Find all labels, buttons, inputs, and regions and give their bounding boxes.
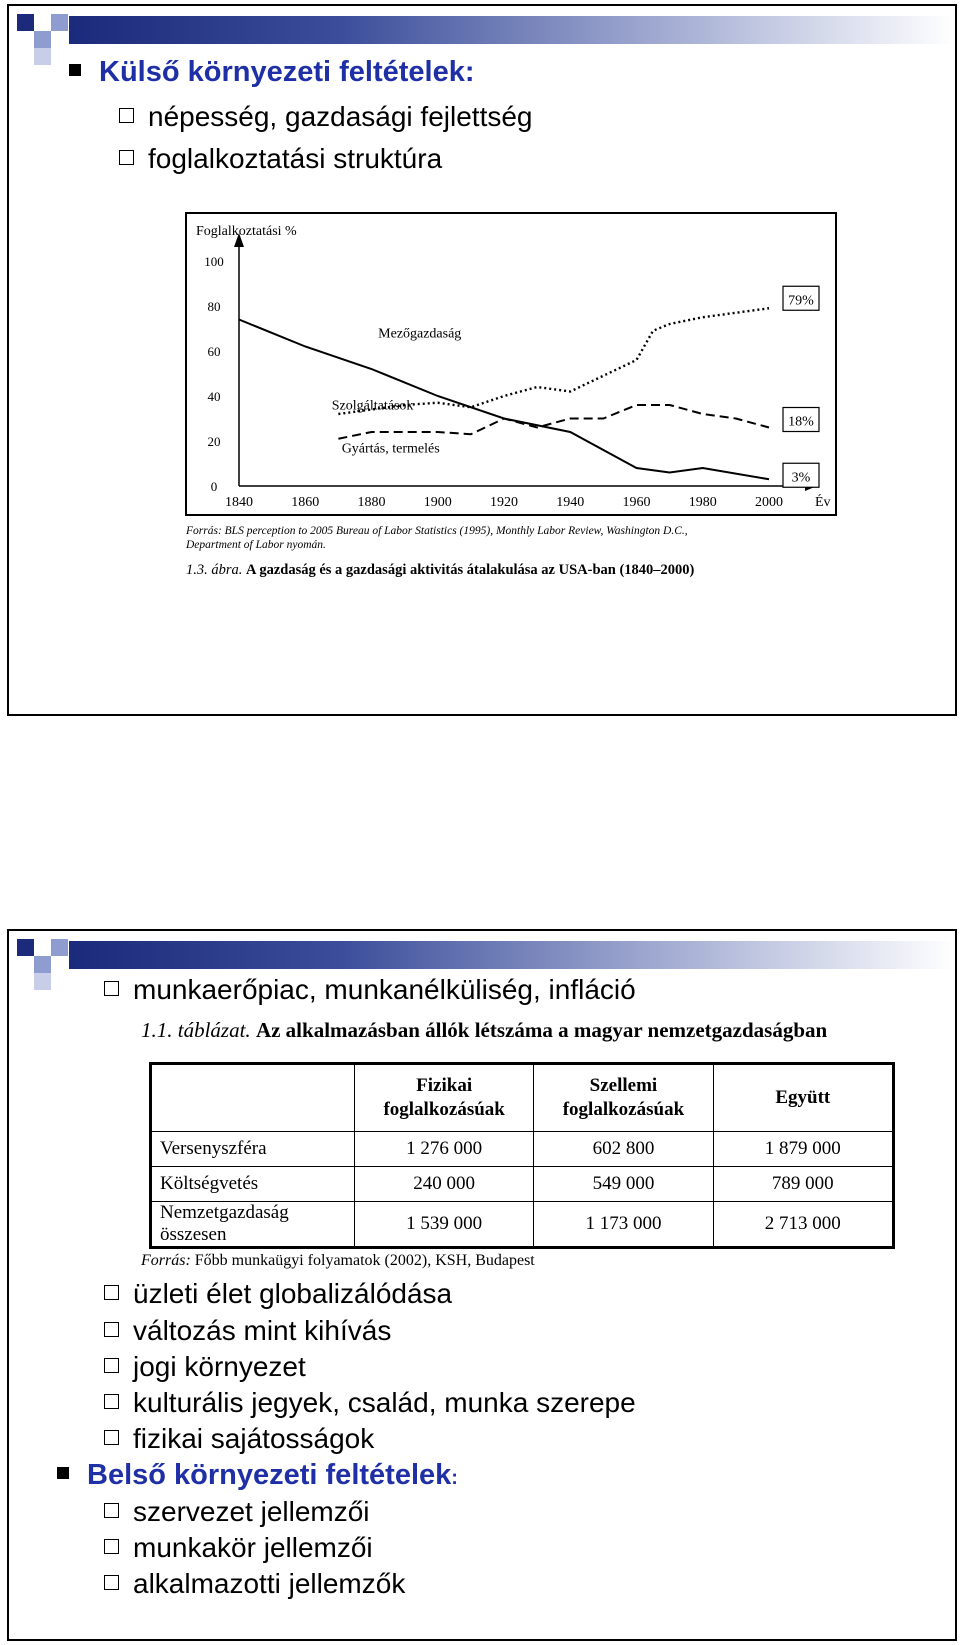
sub-bullet-text: változás mint kihívás: [133, 1315, 392, 1346]
table-source: [141, 1252, 535, 1270]
caption-text: A gazdaság és a gazdasági aktivitás átalakulása az USA-ban (1840–2000): [246, 562, 695, 578]
end-value-label: 18%: [788, 414, 814, 430]
table-caption-prefix: 1.1. táblázat.: [141, 1018, 251, 1042]
table-cell: 2 713 000: [713, 1202, 893, 1248]
sub-bullet-text: alkalmazotti jellemzők: [133, 1568, 406, 1599]
sub-bullet-text: népesség, gazdasági fejlettség: [148, 101, 533, 132]
table-cell: 1 879 000: [713, 1132, 893, 1167]
figure-caption: [186, 562, 695, 578]
sub-bullet: [104, 1496, 370, 1528]
y-tick-label: 0: [210, 479, 218, 494]
series-label: Szolgáltatások: [331, 398, 414, 414]
y-tick-label: 40: [207, 389, 221, 404]
hollow-square-icon: [104, 1322, 119, 1337]
sub-bullet: [119, 101, 533, 133]
x-tick-label: 1920: [490, 495, 518, 510]
x-axis-label: Év: [815, 495, 831, 510]
hollow-square-icon: [104, 1394, 119, 1409]
employment-chart: [9, 206, 955, 606]
sub-bullet: [104, 1278, 452, 1310]
deco-square: [34, 31, 51, 48]
deco-square: [34, 956, 51, 973]
row-label: Költségvetés: [151, 1167, 355, 1202]
deco-square: [51, 14, 68, 31]
end-value-label: 79%: [788, 293, 814, 309]
heading-text: Külső környezeti feltételek:: [99, 56, 475, 88]
sub-bullet-text: fizikai sajátosságok: [133, 1423, 375, 1454]
sub-bullet: [104, 1387, 636, 1419]
heading-bullet: [69, 56, 475, 89]
table-header-cell: [534, 1064, 713, 1132]
hollow-square-icon: [104, 1539, 119, 1554]
x-tick-label: 1960: [622, 495, 651, 510]
chart-frame: [186, 213, 836, 515]
sub-bullet-text: kulturális jegyek, család, munka szerepe: [133, 1387, 636, 1418]
title-bar: [69, 16, 955, 44]
x-tick-label: 1880: [357, 495, 386, 510]
table-caption: [141, 1018, 827, 1043]
table-header-row: [151, 1064, 894, 1132]
table-source-prefix: Forrás:: [141, 1252, 191, 1269]
x-tick-label: 1860: [291, 495, 320, 510]
hollow-square-icon: [104, 1575, 119, 1590]
sub-bullet-text: munkaerőpiac, munkanélküliség, infláció: [133, 974, 636, 1005]
sub-bullet: [104, 1568, 405, 1600]
x-tick-label: 1980: [688, 495, 717, 510]
table-cell: 1 276 000: [355, 1132, 534, 1167]
title-bar: [69, 941, 955, 969]
sub-bullet-text: szervezet jellemzői: [133, 1496, 370, 1527]
hollow-square-icon: [104, 1430, 119, 1445]
end-value-label: 3%: [791, 470, 811, 486]
slide-2: [7, 929, 957, 1641]
y-tick-label: 100: [204, 254, 224, 269]
sub-bullet: [119, 143, 442, 175]
deco-square: [34, 48, 51, 65]
heading-text: Belső környezeti feltételek: [87, 1459, 452, 1491]
y-axis-label: Foglalkoztatási %: [196, 224, 297, 239]
table-cell: 549 000: [534, 1167, 713, 1202]
table-row: [151, 1202, 894, 1248]
table-row: [151, 1167, 894, 1202]
header-line: foglalkozásúak: [562, 1099, 685, 1120]
sub-bullet-text: foglalkoztatási struktúra: [148, 143, 443, 174]
row-label: Versenyszféra: [151, 1132, 355, 1167]
heading-suffix: :: [451, 1467, 458, 1489]
row-label: Nemzetgazdaság összesen: [151, 1202, 355, 1248]
x-tick-label: 1840: [225, 495, 253, 510]
deco-square: [17, 939, 34, 956]
heading-bullet: [57, 1459, 458, 1492]
table-cell: 602 800: [534, 1132, 713, 1167]
table-cell: 1 173 000: [534, 1202, 713, 1248]
table-row: [151, 1132, 894, 1167]
table-header-cell: [713, 1064, 893, 1132]
source-note-line: Department of Labor nyomán.: [186, 539, 326, 551]
sub-bullet: [104, 1315, 391, 1347]
table-cell: 240 000: [355, 1167, 534, 1202]
hollow-square-icon: [104, 1285, 119, 1300]
hollow-square-icon: [119, 108, 134, 123]
header-line: Szellemi: [589, 1075, 658, 1096]
source-note-line: Forrás: BLS perception to 2005 Bureau of Labor Statistics (1995), Monthly Labor Review, Washington D.C.,: [186, 525, 688, 537]
table-cell: 789 000: [713, 1167, 893, 1202]
caption-prefix: 1.3. ábra.: [186, 562, 247, 578]
sub-bullet: [104, 1423, 374, 1455]
hollow-square-icon: [119, 150, 134, 165]
header-line: foglalkozásúak: [383, 1099, 505, 1120]
header-line: Együtt: [775, 1087, 831, 1108]
table-header-cell: [151, 1064, 355, 1132]
series-label: Gyártás, termelés: [341, 441, 440, 457]
sub-bullet-text: munkakör jellemzői: [133, 1532, 373, 1563]
table-source-text: Főbb munkaügyi folyamatok (2002), KSH, Budapest: [194, 1252, 535, 1269]
deco-square: [34, 973, 51, 990]
series-label: Mezőgazdaság: [378, 326, 462, 342]
table-header-cell: [355, 1064, 534, 1132]
square-bullet-icon: [57, 1467, 69, 1479]
sub-bullet: [104, 1351, 306, 1383]
y-tick-label: 80: [207, 299, 221, 314]
y-tick-label: 60: [207, 344, 221, 359]
hollow-square-icon: [104, 1503, 119, 1518]
sub-bullet-text: jogi környezet: [133, 1351, 306, 1382]
hollow-square-icon: [104, 981, 119, 996]
employment-table: [149, 1062, 895, 1249]
x-tick-label: 2000: [755, 495, 783, 510]
y-tick-label: 20: [207, 434, 221, 449]
header-line: Fizikai: [416, 1075, 473, 1096]
sub-bullet: [104, 1532, 373, 1564]
deco-square: [17, 14, 34, 31]
slide-1: [7, 4, 957, 716]
sub-bullet-text: üzleti élet globalizálódása: [133, 1278, 453, 1309]
sub-bullet: [104, 974, 636, 1006]
deco-square: [51, 939, 68, 956]
table-caption-text: Az alkalmazásban állók létszáma a magyar nemzetgazdaságban: [255, 1018, 828, 1042]
x-tick-label: 1940: [556, 495, 585, 510]
x-tick-label: 1900: [423, 495, 452, 510]
square-bullet-icon: [69, 64, 81, 76]
table-cell: 1 539 000: [355, 1202, 534, 1248]
hollow-square-icon: [104, 1358, 119, 1373]
series-line-1: [239, 320, 769, 480]
